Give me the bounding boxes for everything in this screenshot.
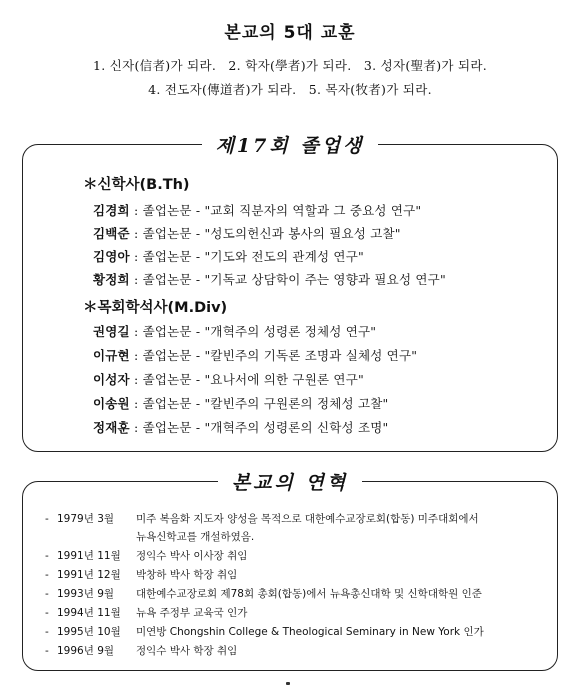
- thesis-title: "개혁주의 성령론 정체성 연구": [204, 324, 377, 339]
- bullet-dash: -: [45, 645, 49, 657]
- graduate-row: [93, 247, 364, 265]
- history-item: [45, 567, 237, 582]
- history-item: [45, 511, 479, 526]
- graduates-heading-wrap: [23, 131, 557, 158]
- thesis-title: "칼빈주의 구원론의 정체성 고찰": [204, 396, 389, 411]
- graduate-name: 김경희: [93, 203, 130, 218]
- history-item: [45, 548, 247, 563]
- thesis-title: "교회 직분자의 역할과 그 중요성 연구": [204, 203, 422, 218]
- history-event: 미주 복음화 지도자 양성을 목적으로 대한예수교장로회(합동) 미주대회에서: [136, 513, 479, 525]
- history-event: 대한예수교장로회 제78회 총회(합동)에서 뉴욕총신대학 및 신학대학원 인준: [136, 588, 482, 600]
- thesis-label: : 졸업논문 -: [129, 203, 205, 218]
- history-item: [45, 605, 247, 620]
- graduate-row: [93, 370, 364, 388]
- history-heading-wrap: [23, 468, 557, 495]
- thesis-label: : 졸업논문 -: [129, 348, 205, 363]
- degree-heading: ＊신학사(B.Th): [83, 177, 190, 193]
- motto-item: 1. 신자(信者)가 되라.: [92, 58, 217, 73]
- graduate-name: 이규현: [93, 348, 130, 363]
- graduate-name: 이송원: [93, 396, 130, 411]
- history-date: 1995년 10월: [57, 626, 121, 638]
- history-heading: 본교의 연혁: [218, 468, 362, 495]
- history-item: [45, 624, 484, 639]
- graduate-row: [93, 394, 388, 412]
- graduate-name: 권영길: [93, 324, 130, 339]
- history-event: 박창하 박사 학장 취임: [136, 569, 238, 581]
- history-item: [45, 643, 237, 658]
- graduate-row: [93, 322, 376, 340]
- graduate-name: 황정희: [93, 272, 130, 287]
- motto-line: [0, 56, 580, 74]
- thesis-title: "개혁주의 성령론의 신학성 조명": [204, 420, 389, 435]
- history-box: [22, 472, 558, 671]
- graduate-row: [93, 270, 446, 288]
- graduate-name: 김백준: [93, 226, 130, 241]
- degree-heading: ＊목회학석사(M.Div): [83, 300, 228, 316]
- thesis-title: "기독교 상담학이 주는 영향과 필요성 연구": [204, 272, 446, 287]
- history-date: 1991년 12월: [57, 569, 121, 581]
- graduate-name: 이성자: [93, 372, 130, 387]
- history-event: 정익수 박사 학장 취임: [136, 645, 238, 657]
- thesis-label: : 졸업논문 -: [129, 396, 205, 411]
- history-date: 1993년 9월: [57, 588, 115, 600]
- thesis-label: : 졸업논문 -: [129, 249, 205, 264]
- thesis-title: "칼빈주의 기독론 조명과 실체성 연구": [204, 348, 418, 363]
- bullet-dash: -: [45, 513, 49, 525]
- history-date: 1991년 11월: [57, 550, 121, 562]
- thesis-label: : 졸업논문 -: [129, 226, 205, 241]
- history-date: 1994년 11월: [57, 607, 121, 619]
- graduate-name: 김영아: [93, 249, 130, 264]
- history-date: 1979년 3월: [57, 513, 115, 525]
- graduates-box: [22, 135, 558, 452]
- thesis-title: "요나서에 의한 구원론 연구": [204, 372, 364, 387]
- thesis-label: : 졸업논문 -: [129, 420, 205, 435]
- graduate-row: [93, 224, 401, 242]
- motto-item: 2. 학자(學者)가 되라.: [228, 58, 352, 73]
- motto-item: 4. 전도자(傳道者)가 되라.: [148, 82, 297, 97]
- bullet-dash: -: [45, 550, 49, 562]
- history-event: 뉴욕 주정부 교육국 인가: [136, 607, 248, 619]
- graduate-name: 정재훈: [93, 420, 130, 435]
- motto-title: 본교의 5대 교훈: [224, 23, 356, 43]
- history-event: 정익수 박사 이사장 취임: [136, 550, 248, 562]
- bullet-dash: -: [45, 626, 49, 638]
- page-mark: [286, 682, 290, 685]
- thesis-label: : 졸업논문 -: [129, 372, 205, 387]
- thesis-label: : 졸업논문 -: [129, 272, 205, 287]
- history-item: [45, 586, 482, 601]
- bullet-dash: -: [45, 607, 49, 619]
- motto-item: 3. 성자(聖者)가 되라.: [363, 58, 488, 73]
- motto-line: [0, 80, 580, 98]
- graduate-row: [93, 201, 421, 219]
- thesis-title: "기도와 전도의 관계성 연구": [204, 249, 364, 264]
- graduate-row: [93, 346, 417, 364]
- bullet-dash: -: [45, 588, 49, 600]
- graduate-row: [93, 418, 388, 436]
- motto-item: 5. 목자(牧者)가 되라.: [308, 82, 432, 97]
- graduates-heading: 제17회 졸업생: [202, 131, 379, 158]
- thesis-label: : 졸업논문 -: [129, 324, 205, 339]
- history-event-continuation: 뉴욕신학교를 개설하였음.: [136, 531, 255, 543]
- bullet-dash: -: [45, 569, 49, 581]
- history-date: 1996년 9월: [57, 645, 115, 657]
- thesis-title: "성도의헌신과 봉사의 필요성 고찰": [204, 226, 401, 241]
- history-event: 미연방 Chongshin College & Theological Seminary in New York 인가: [136, 626, 484, 638]
